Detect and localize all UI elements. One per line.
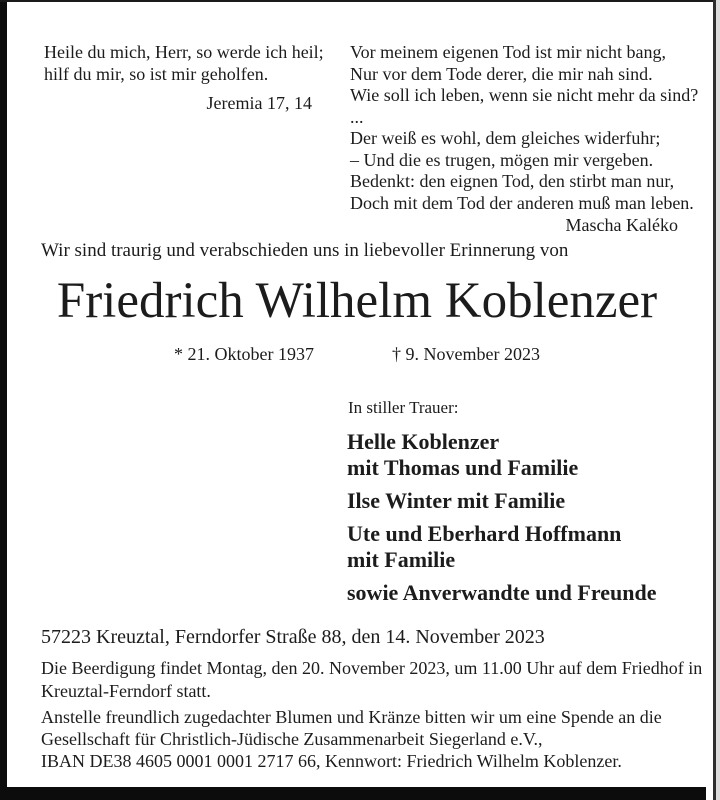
poem-line: Vor meinem eigenen Tod ist mir nicht bang, bbox=[350, 42, 667, 62]
scripture-source: Jeremia 17, 14 bbox=[206, 93, 312, 113]
poem-quote bbox=[350, 42, 699, 237]
address-date-line: 57223 Kreuztal, Ferndorfer Straße 88, den 14. November 2023 bbox=[41, 626, 545, 648]
scan-edge-right-gray bbox=[716, 0, 720, 800]
mourning-label: In stiller Trauer: bbox=[348, 398, 459, 417]
mourner-line: Helle Koblenzer bbox=[347, 429, 500, 454]
mourner-group bbox=[347, 429, 656, 481]
birth-date: * 21. Oktober 1937 bbox=[174, 344, 314, 364]
mourner-line: mit Familie bbox=[347, 547, 456, 572]
donation-line: Anstelle freundlich zugedachter Blumen und Kränze bitten wir um eine Spende an die bbox=[41, 707, 662, 727]
mourner-line: Ilse Winter mit Familie bbox=[347, 488, 566, 513]
mourners-list bbox=[347, 429, 656, 613]
mourner-line: mit Thomas und Familie bbox=[347, 455, 579, 480]
scripture-quote bbox=[44, 42, 324, 115]
scan-edge-bottom bbox=[0, 787, 706, 800]
deceased-name: Friedrich Wilhelm Koblenzer bbox=[56, 273, 658, 329]
scripture-line: hilf du mir, so ist mir geholfen. bbox=[44, 63, 269, 84]
poem-line: ... bbox=[350, 106, 364, 127]
mourner-group bbox=[347, 488, 656, 514]
poem-line: Der weiß es wohl, dem gleiches widerfuhr; bbox=[350, 128, 661, 148]
donation-line: IBAN DE38 4605 0001 0001 2717 66, Kennwort: Friedrich Wilhelm Koblenzer. bbox=[41, 751, 622, 771]
mourner-group bbox=[347, 580, 656, 606]
mourner-line: Ute und Eberhard Hoffmann bbox=[347, 521, 622, 546]
scripture-line: Heile du mich, Herr, so werde ich heil; bbox=[44, 42, 324, 62]
poem-line: Wie soll ich leben, wenn sie nicht mehr da sind? bbox=[350, 85, 699, 105]
scan-edge-right-line bbox=[713, 0, 716, 800]
poem-author: Mascha Kaléko bbox=[565, 215, 678, 235]
poem-line: Nur vor dem Tode derer, die mir nah sind. bbox=[350, 63, 653, 84]
announcement-intro: Wir sind traurig und verabschieden uns in liebevoller Erinnerung von bbox=[41, 240, 569, 261]
poem-line: Doch mit dem Tod der anderen muß man leben. bbox=[350, 192, 694, 213]
poem-line: – Und die es trugen, mögen mir vergeben. bbox=[350, 149, 654, 170]
donation-line: Gesellschaft für Christlich-Jüdische Zusammenarbeit Siegerland e.V., bbox=[41, 729, 543, 749]
poem-line: Bedenkt: den eignen Tod, den stirbt man nur, bbox=[350, 171, 675, 191]
death-date: † 9. November 2023 bbox=[392, 344, 540, 364]
scan-edge-left bbox=[0, 0, 7, 800]
funeral-line: Kreuztal-Ferndorf statt. bbox=[41, 681, 211, 701]
funeral-line: Die Beerdigung findet Montag, den 20. November 2023, um 11.00 Uhr auf dem Friedhof in bbox=[41, 658, 703, 678]
scan-edge-top bbox=[0, 0, 720, 2]
donation-info bbox=[41, 706, 662, 772]
funeral-info bbox=[41, 657, 702, 703]
life-dates bbox=[0, 344, 714, 365]
mourner-line: sowie Anverwandte und Freunde bbox=[347, 580, 657, 605]
mourner-group bbox=[347, 521, 656, 573]
